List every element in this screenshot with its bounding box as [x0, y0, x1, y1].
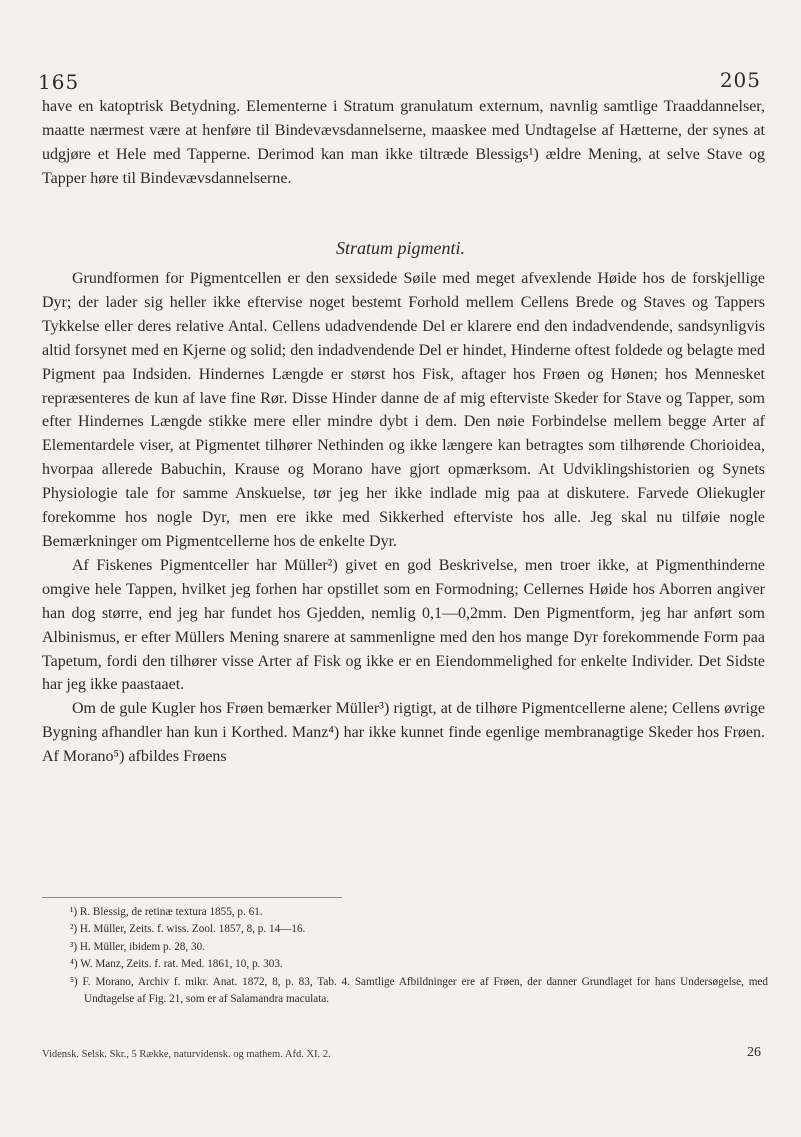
- page-number-left: 165: [38, 70, 80, 94]
- paragraph-frog: Om de gule Kugler hos Frøen bemærker Müller³) rigtigt, at de tilhøre Pigmentcellerne alene; Cellens øvrige Bygning afhandler han kun i Korthed. Manz⁴) har ikke kunnet finde egenlige membranagtige Skeder hos Frøen. Af Morano⁵) afbildes Frøens: [42, 700, 765, 766]
- signature-mark: 26: [747, 1045, 761, 1060]
- intro-paragraph: have en katoptrisk Betydning. Elementerne i Stratum granulatum externum, navnlig samtlige Traaddannelser, maatte nærmest være at henføre til Bindevævsdannelserne, maaskee med Undtagelse af Hætterne, der synes at udgjøre et Hele med Tapperne. Derimod kan man ikke tiltræde Blessigs¹) ældre Mening, at selve Stave og Tapper høre til Bindevævsdannelserne.: [42, 98, 765, 187]
- paragraph-pigment-cells: Grundformen for Pigmentcellen er den sexsidede Søile med meget afvexlende Høide hos de forskjellige Dyr; der lader sig heller ikke eftervise noget bestemt Forhold mellem Cellens Brede og Staves og Tappers Tykkelse eller deres relative Antal. Cellens udadvendende Del er klarere end den indadvendende, sandsynligvis altid forsynet med en Kjerne og solid; den indadvendende Del er hindet, Hinderne oftest foldede og belagte med Pigment paa Indsiden. Hindernes Længde er størst hos Fisk, aftager hos Frøen og Hønen; hos Mennesket repræsenteres de kun af lave fine Rør. Disse Hinder danne de af mig efterviste Skeder for Stave og Tapper, som efter Hindernes Længde stikke mere eller mindre dybt i dem. Den nøie Forbindelse mellem begge Arter af Elementardele viser, at Pigmentet tilhører Nethinden og ikke længere kan betragtes som tilhørende Chorioidea, hvorpaa allerede Babuchin, Krause og Morano have gjort opmærksom. At Udviklingshistorien og Synets Physiologie tale for samme Anskuelse, tør jeg her ikke indlade mig paa at diskutere. Farvede Oliekugler forekomme hos nogle Dyr, men ere ikke med Sikkerhed efterviste hos alle. Jeg skal nu tilføie nogle Bemærkninger om Pigmentcellerne hos de enkelte Dyr.: [42, 270, 765, 550]
- footnote-divider: [42, 897, 342, 898]
- footnote-5: ⁵) F. Morano, Archiv f. mikr. Anat. 1872, 8, p. 83, Tab. 4. Samtlige Afbildninger ere af Frøen, der danner Grundlaget for hans Undersøgelse, med Undtagelse af Fig. 21, som er af Salamandra maculata.: [70, 975, 768, 1006]
- paragraph-fish: Af Fiskenes Pigmentceller har Müller²) givet en god Beskrivelse, men troer ikke, at Pigmenthinderne omgive hele Tappen, hvilket jeg forhen har opstillet som en Formodning; Cellernes Høide hos Aborren angiver han dog større, end jeg har fundet hos Gjedden, nemlig 0,1—0,2mm. Den Pigmentform, jeg har anført som Albinismus, er efter Müllers Mening snarere at sammenligne med den hos mange Dyr forekommende Form paa Tapetum, fordi den tilhører visse Arter af Fisk og ikke er en Eiendommelighed for enkelte Individer. Det Sidste har jeg ikke paastaaet.: [42, 556, 765, 694]
- footnotes: [70, 904, 768, 1008]
- page-number-right: 205: [719, 68, 761, 92]
- section-title: Stratum pigmenti.: [336, 238, 465, 258]
- footnote-4: ⁴) W. Manz, Zeits. f. rat. Med. 1861, 10, p. 303.: [70, 958, 283, 971]
- footnote-1: ¹) R. Blessig, de retinæ textura 1855, p. 61.: [70, 906, 263, 918]
- intro-paragraph-block: [42, 95, 765, 191]
- footnote-3: ³) H. Müller, ibidem p. 28, 30.: [70, 940, 205, 953]
- footnote-2: ²) H. Müller, Zeits. f. wiss. Zool. 1857, 8, p. 14—16.: [70, 923, 306, 936]
- main-text-block: [42, 267, 765, 769]
- series-footer: Vidensk. Selsk. Skr., 5 Række, naturvidensk. og mathem. Afd. XI. 2.: [42, 1049, 331, 1060]
